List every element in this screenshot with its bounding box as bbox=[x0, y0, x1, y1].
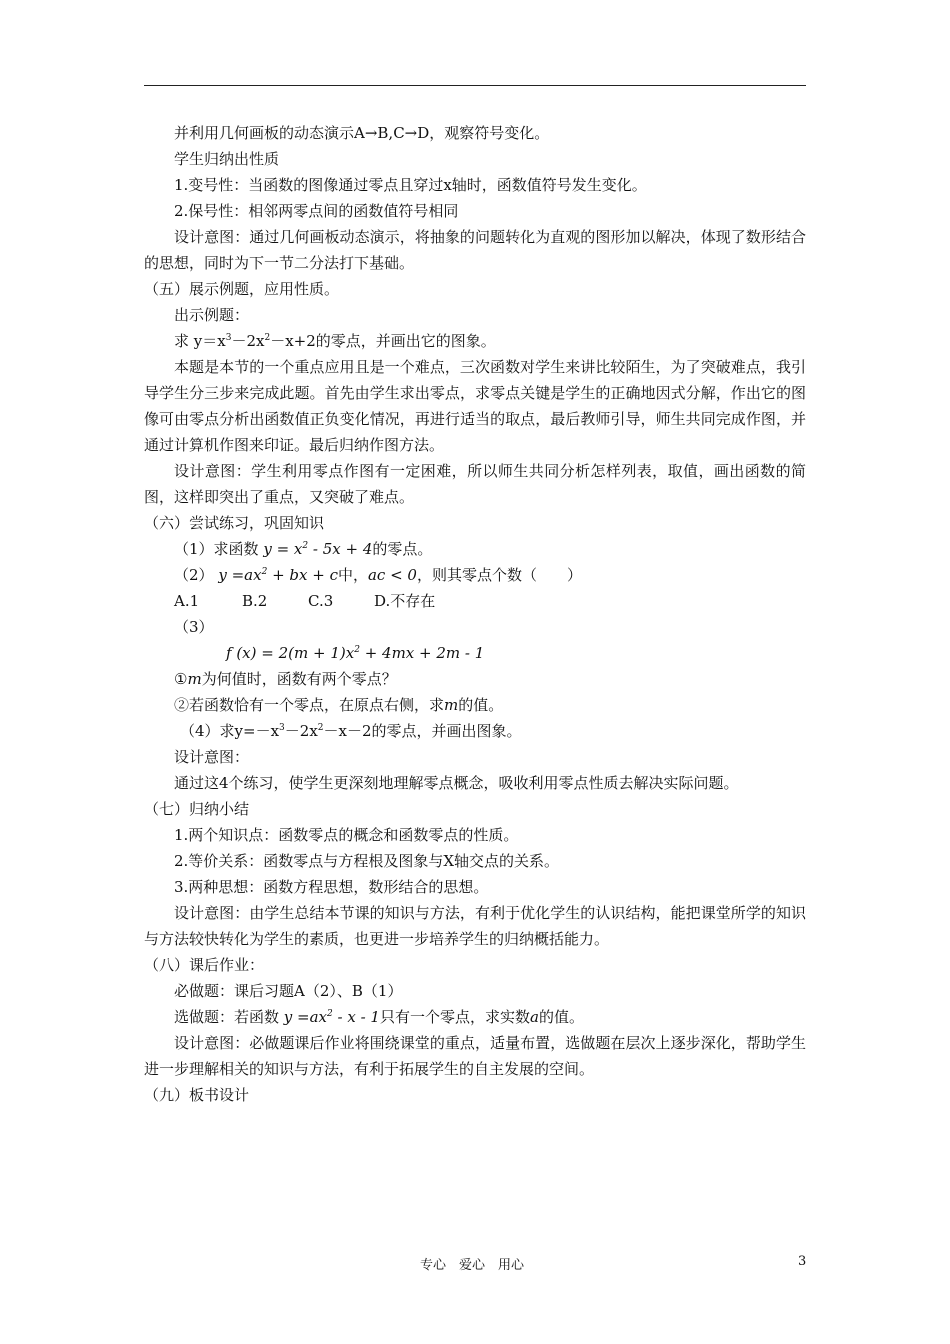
math-text: - 5x + 4 bbox=[308, 540, 373, 558]
summary-3 bbox=[144, 874, 806, 900]
footer-motto: 专心 爱心 用心 bbox=[420, 1258, 525, 1273]
property-2 bbox=[144, 198, 806, 224]
exercise-2-options bbox=[144, 588, 806, 614]
text-line: （4）求y=－x bbox=[180, 722, 280, 740]
text-line: 设计意图： bbox=[174, 748, 250, 766]
formula-q3 bbox=[144, 640, 806, 666]
text-line: 出示例题： bbox=[174, 306, 250, 324]
formula-ac bbox=[368, 566, 417, 584]
text-line: （1）求函数 bbox=[174, 540, 259, 558]
superscript: 2 bbox=[261, 567, 268, 577]
math-text: －2x bbox=[231, 332, 265, 350]
math-text: = x bbox=[271, 540, 303, 558]
math-var-a: a bbox=[530, 1008, 539, 1026]
design-intent-4 bbox=[144, 900, 806, 952]
formula-optional bbox=[284, 1008, 380, 1026]
superscript: 2 bbox=[327, 1009, 333, 1019]
text-line: 设计意图：由学生总结本节课的知识与方法，有利于优化学生的认识结构，能把课堂所学的知识与方法较快转化为学生的素质，也更进一步培养学生的归纳概括能力。 bbox=[144, 904, 806, 948]
option-d: D.不存在 bbox=[374, 592, 436, 610]
text-line: 2.等价关系：函数零点与方程根及图象与X轴交点的关系。 bbox=[174, 852, 559, 870]
option-c: C.3 bbox=[308, 592, 334, 610]
design-intent-3-label bbox=[144, 744, 806, 770]
option-b: B.2 bbox=[242, 592, 268, 610]
text-line: 2.保号性：相邻两零点间的函数值符号相同 bbox=[174, 202, 459, 220]
math-text: + bx + c bbox=[267, 566, 338, 584]
text-line: （六）尝试练习，巩固知识 bbox=[144, 514, 325, 532]
text-line: 1.变号性：当函数的图像通过零点且穿过x轴时，函数值符号发生变化。 bbox=[174, 176, 647, 194]
summary-2 bbox=[144, 848, 806, 874]
paragraph-demo bbox=[144, 120, 806, 146]
text-line: 设计意图：学生利用零点作图有一定困难，所以师生共同分析怎样列表，取值，画出函数的简图，这样即突出了重点，又突破了难点。 bbox=[144, 462, 806, 506]
text-line: 并利用几何画板的动态演示A→B,C→D，观察符号变化。 bbox=[174, 124, 550, 142]
text-line: －2x bbox=[284, 722, 318, 740]
math-text: =ax bbox=[226, 566, 262, 584]
text-line: 为何值时，函数有两个零点？ bbox=[201, 670, 397, 688]
superscript: 2 bbox=[302, 541, 309, 551]
text-line: 选做题：若函数 bbox=[174, 1008, 280, 1026]
design-intent-2 bbox=[144, 458, 806, 510]
text-line: 本题是本节的一个重点应用且是一个难点，三次函数对学生来讲比较陌生，为了突破难点，我引导学生分三步来完成此题。首先由学生求出零点，求零点关键是学生的正确地因式分解，作出它的图像可由零点分析出函数值正负变化情况，再进行适当的取点，最后教师引导，师生共同完成作图，并通过计算机作图来印证。最后归纳作图方法。 bbox=[144, 358, 806, 454]
exercise-2 bbox=[144, 562, 806, 588]
text-line: 必做题：课后习题A（2）、B（1） bbox=[174, 982, 403, 1000]
section-six-heading bbox=[144, 510, 806, 536]
superscript: 3 bbox=[279, 723, 285, 733]
text-line: ②若函数恰有一个零点，在原点右侧，求 bbox=[174, 696, 445, 714]
example-intro bbox=[144, 302, 806, 328]
math-var-m: m bbox=[187, 670, 202, 688]
exercise-1 bbox=[144, 536, 806, 562]
exercise-3-part-2 bbox=[144, 692, 806, 718]
text-line: ① bbox=[174, 670, 188, 688]
math-text: =ax bbox=[292, 1008, 328, 1026]
formula-q2 bbox=[218, 566, 338, 584]
text-line: （五）展示例题，应用性质。 bbox=[144, 280, 340, 298]
section-five-heading bbox=[144, 276, 806, 302]
text-line: 的零点。 bbox=[372, 540, 433, 558]
page-number: 3 bbox=[798, 1254, 807, 1269]
text-line: ，则其零点个数（ ） bbox=[416, 566, 582, 584]
math-var-m: m bbox=[444, 696, 459, 714]
formula-q1 bbox=[263, 540, 372, 558]
text-line: 通过这4个练习，使学生更深刻地理解零点概念，吸收利用零点性质去解决实际问题。 bbox=[174, 774, 739, 792]
superscript: 3 bbox=[225, 333, 232, 343]
superscript: 2 bbox=[354, 645, 360, 655]
section-eight-heading bbox=[144, 952, 806, 978]
text-line: 的零点，并画出它的图象。 bbox=[315, 332, 496, 350]
paragraph-induce bbox=[144, 146, 806, 172]
math-text: y bbox=[263, 540, 272, 558]
math-text: + 4mx + 2m - 1 bbox=[359, 644, 485, 662]
design-intent-3-text bbox=[144, 770, 806, 796]
example-problem bbox=[144, 328, 806, 354]
design-intent-1 bbox=[144, 224, 806, 276]
math-text: (x) = 2(m + 1)x bbox=[231, 644, 355, 662]
header-rule bbox=[144, 85, 806, 86]
math-text: < 0 bbox=[385, 566, 417, 584]
exercise-3-label bbox=[144, 614, 806, 640]
math-text: y bbox=[283, 1008, 293, 1026]
exercise-4 bbox=[144, 718, 806, 744]
option-a: A.1 bbox=[174, 592, 200, 610]
text-line: （八）课后作业： bbox=[144, 956, 265, 974]
exercise-3-part-1 bbox=[144, 666, 806, 692]
text-line: 的值。 bbox=[538, 1008, 584, 1026]
math-text: f bbox=[226, 644, 232, 662]
text-line: （2） bbox=[174, 566, 214, 584]
math-text: - x - 1 bbox=[332, 1008, 380, 1026]
text-line: 设计意图：必做题课后作业将围绕课堂的重点，适量布置，选做题在层次上逐步深化，帮助学生进一步理解相关的知识与方法，有利于拓展学生的自主发展的空间。 bbox=[144, 1034, 806, 1078]
math-text: 求 y＝x bbox=[174, 332, 226, 350]
text-line: 中， bbox=[337, 566, 368, 584]
text-line: 只有一个零点，求实数 bbox=[379, 1008, 530, 1026]
text-line: （九）板书设计 bbox=[144, 1086, 250, 1104]
text-line: －x－2的零点，并画出图象。 bbox=[323, 722, 522, 740]
design-intent-5 bbox=[144, 1030, 806, 1082]
text-line: 3.两种思想：函数方程思想，数形结合的思想。 bbox=[174, 878, 489, 896]
math-text: －x+2 bbox=[270, 332, 316, 350]
homework-required bbox=[144, 978, 806, 1004]
text-line: （3） bbox=[174, 618, 214, 636]
homework-optional bbox=[144, 1004, 806, 1030]
section-nine-heading bbox=[144, 1082, 806, 1108]
property-1 bbox=[144, 172, 806, 198]
text-line: 设计意图：通过几何画板动态演示，将抽象的问题转化为直观的图形加以解决，体现了数形结合的思想，同时为下一节二分法打下基础。 bbox=[144, 228, 806, 272]
text-line: 1.两个知识点：函数零点的概念和函数零点的性质。 bbox=[174, 826, 519, 844]
superscript: 2 bbox=[317, 723, 324, 733]
math-text: y bbox=[218, 566, 227, 584]
page-content bbox=[144, 120, 806, 1108]
math-text: ac bbox=[367, 566, 386, 584]
text-line: 的值。 bbox=[458, 696, 504, 714]
text-line: 学生归纳出性质 bbox=[174, 150, 280, 168]
example-analysis bbox=[144, 354, 806, 458]
text-line: （七）归纳小结 bbox=[144, 800, 250, 818]
section-seven-heading bbox=[144, 796, 806, 822]
superscript: 2 bbox=[264, 333, 271, 343]
summary-1 bbox=[144, 822, 806, 848]
